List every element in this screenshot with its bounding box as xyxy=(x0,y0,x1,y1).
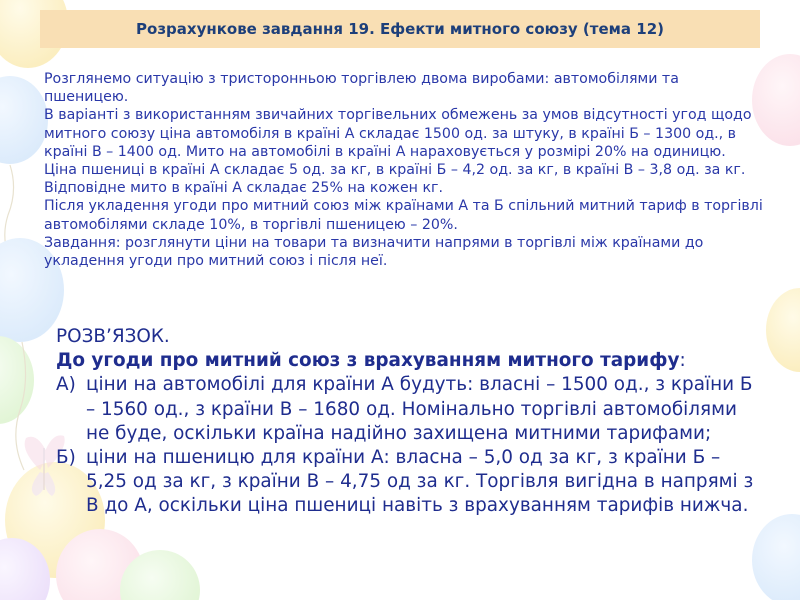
problem-statement xyxy=(44,70,764,270)
problem-paragraph: Розглянемо ситуацію з тристоронньою торгівлею двома виробами: автомобілями та пшеницею. xyxy=(44,71,679,106)
problem-paragraph: В варіанті з використанням звичайних торгівельних обмежень за умов відсутності угод щодо митного союзу ціна автомобіля в країні А складає 1500 од. за штуку, в країні Б – 1300 од., в країні В – 1400 од. Мито на автомобілі в країні А нараховується у розмірі 20% на одиницю. xyxy=(44,107,752,160)
list-item xyxy=(56,373,761,446)
list-item-text: ціни на автомобілі для країни А будуть: власні – 1500 од., з країни Б – 1560 од., з країни В – 1680 од. Номінально торгівлі автомобілями не буде, оскільки країна надійно захищена митними тарифами; xyxy=(86,374,753,444)
list-item xyxy=(56,446,761,519)
solution-list xyxy=(56,373,761,518)
problem-paragraph: Завдання: розглянути ціни на товари та визначити напрями в торгівлі між країнами до укладення угоди про митний союз і після неї. xyxy=(44,234,704,270)
list-marker: А) xyxy=(56,374,76,396)
list-item-text: ціни на пшеницю для країни А: власна – 5,0 од за кг, з країни Б – 5,25 од за кг, з країни В – 4,75 од за кг. Торгівля вигідна в напрямі з В до А, оскільки ціна пшениці навіть з врахуванням тарифів нижча. xyxy=(86,447,754,517)
page-title: Розрахункове завдання 19. Ефекти митного союзу (тема 12) xyxy=(136,20,664,38)
title-bar xyxy=(40,10,760,48)
solution-heading-text: До угоди про митний союз з врахуванням митного тарифу xyxy=(56,350,680,372)
list-marker: Б) xyxy=(56,447,76,469)
solution-heading xyxy=(56,349,761,373)
problem-paragraph: Після укладення угоди про митний союз між країнами А та Б спільний митний тариф в торгівлі автомобілями складе 10%, в торгівлі пшеницею – 20%. xyxy=(44,198,763,233)
solution-label: РОЗВ’ЯЗОК. xyxy=(56,326,170,347)
solution-heading-colon: : xyxy=(679,350,686,372)
solution-section xyxy=(56,325,761,519)
problem-paragraph: Ціна пшениці в країні А складає 5 од. за кг, в країні Б – 4,2 од. за кг, в країні В – 3,8 од. за кг. Відповідне мито в країні А складає 25% на кожен кг. xyxy=(44,162,746,197)
